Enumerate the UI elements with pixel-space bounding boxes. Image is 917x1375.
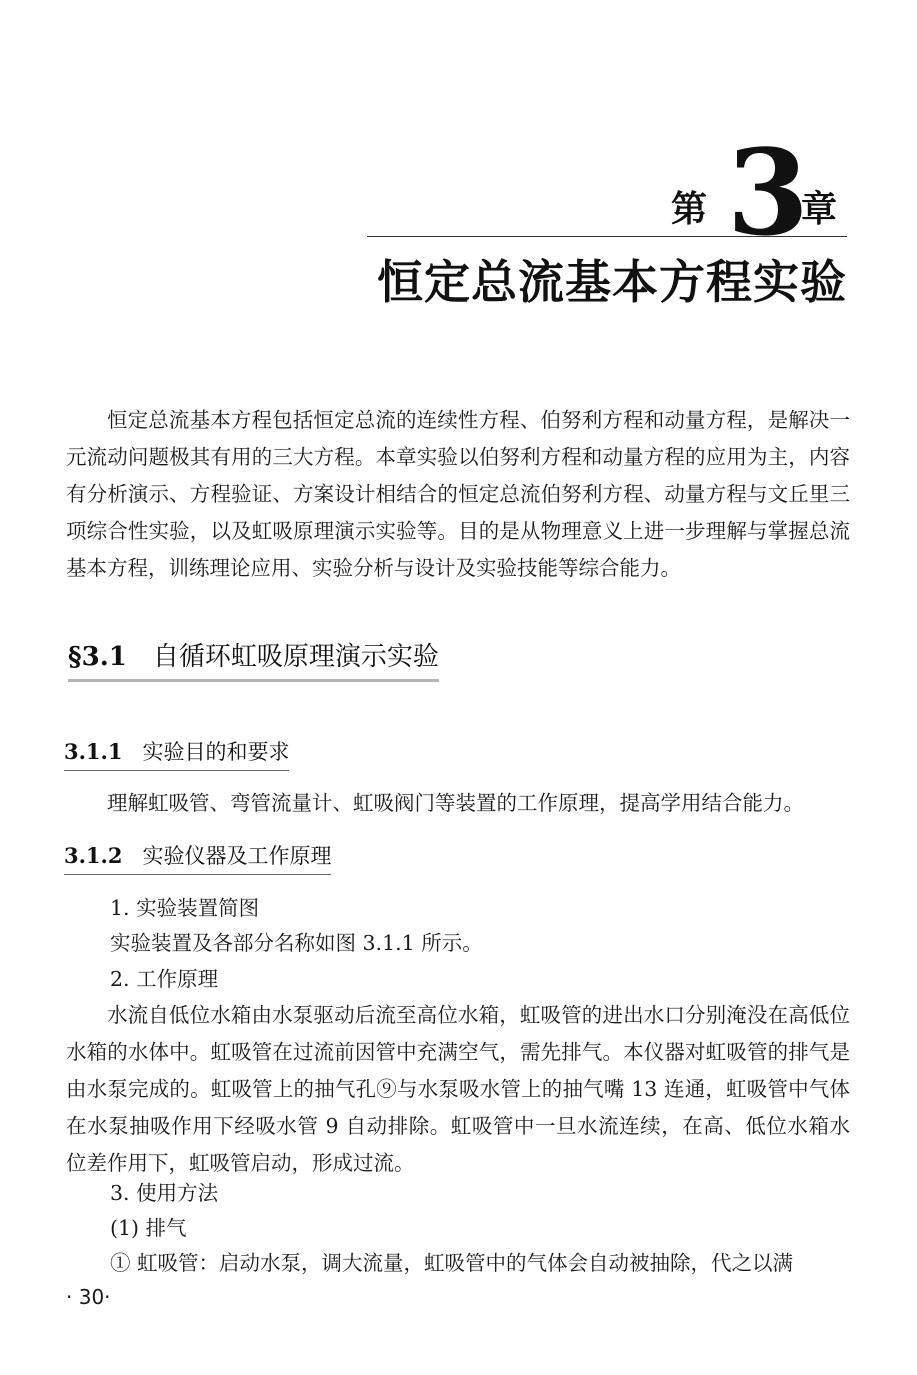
page-number: · 30· bbox=[66, 1285, 111, 1309]
item3-subheading: (1) 排气 bbox=[110, 1216, 187, 1240]
chapter-suffix: 章 bbox=[800, 189, 837, 230]
section-title: 自循环虹吸原理演示实验 bbox=[152, 642, 439, 672]
section-number: §3.1 bbox=[68, 642, 127, 672]
principle-paragraph: 水流自低位水箱由水泵驱动后流至高位水箱，虹吸管的进出水口分别淹没在高低位水箱的水体中。虹吸管在过流前因管中充满空气，需先排气。本仪器对虹吸管的排气是由水泵完成的。虹吸管上的抽气孔⑨与水泵吸水管上的抽气嘴 13 连通，虹吸管中气体在水泵抽吸作用下经吸水管 9 自动排除。虹吸管中一旦水流连续，在高、低位水箱水位差作用下，虹吸管启动，形成过流。 bbox=[66, 1003, 850, 1175]
chapter-number: 3 bbox=[726, 123, 809, 262]
chapter-heading bbox=[327, 123, 847, 309]
item3-heading: 3. 使用方法 bbox=[110, 1181, 219, 1205]
subsection-number-1: 3.1.1 bbox=[64, 739, 123, 764]
chapter-prefix: 第 bbox=[670, 189, 707, 230]
item1-heading: 1. 实验装置简图 bbox=[110, 896, 260, 920]
item2-heading: 2. 工作原理 bbox=[110, 967, 219, 991]
chapter-title: 恒定总流基本方程实验 bbox=[377, 255, 847, 309]
objective-paragraph: 理解虹吸管、弯管流量计、虹吸阀门等装置的工作原理，提高学用结合能力。 bbox=[107, 791, 804, 815]
subsection-heading-2 bbox=[64, 840, 331, 875]
item3-text: ① 虹吸管：启动水泵，调大流量，虹吸管中的气体会自动被抽除，代之以满 bbox=[110, 1251, 794, 1275]
intro-paragraph: 恒定总流基本方程包括恒定总流的连续性方程、伯努利方程和动量方程，是解决一元流动问题极其有用的三大方程。本章实验以伯努利方程和动量方程的应用为主，内容有分析演示、方程验证、方案设计相结合的恒定总流伯努利方程、动量方程与文丘里三项综合性实验，以及虹吸原理演示实验等。目的是从物理意义上进一步理解与掌握总流基本方程，训练理论应用、实验分析与设计及实验技能等综合能力。 bbox=[66, 408, 850, 580]
subsection-title-1: 实验目的和要求 bbox=[142, 740, 290, 764]
subsection-heading-1 bbox=[64, 736, 289, 771]
item1-text: 实验装置及各部分名称如图 3.1.1 所示。 bbox=[110, 931, 483, 955]
subsection-title-2: 实验仪器及工作原理 bbox=[142, 844, 332, 868]
chapter-number-line bbox=[327, 123, 847, 262]
section-heading bbox=[68, 636, 439, 682]
chapter-divider bbox=[367, 236, 847, 237]
subsection-number-2: 3.1.2 bbox=[64, 843, 123, 868]
